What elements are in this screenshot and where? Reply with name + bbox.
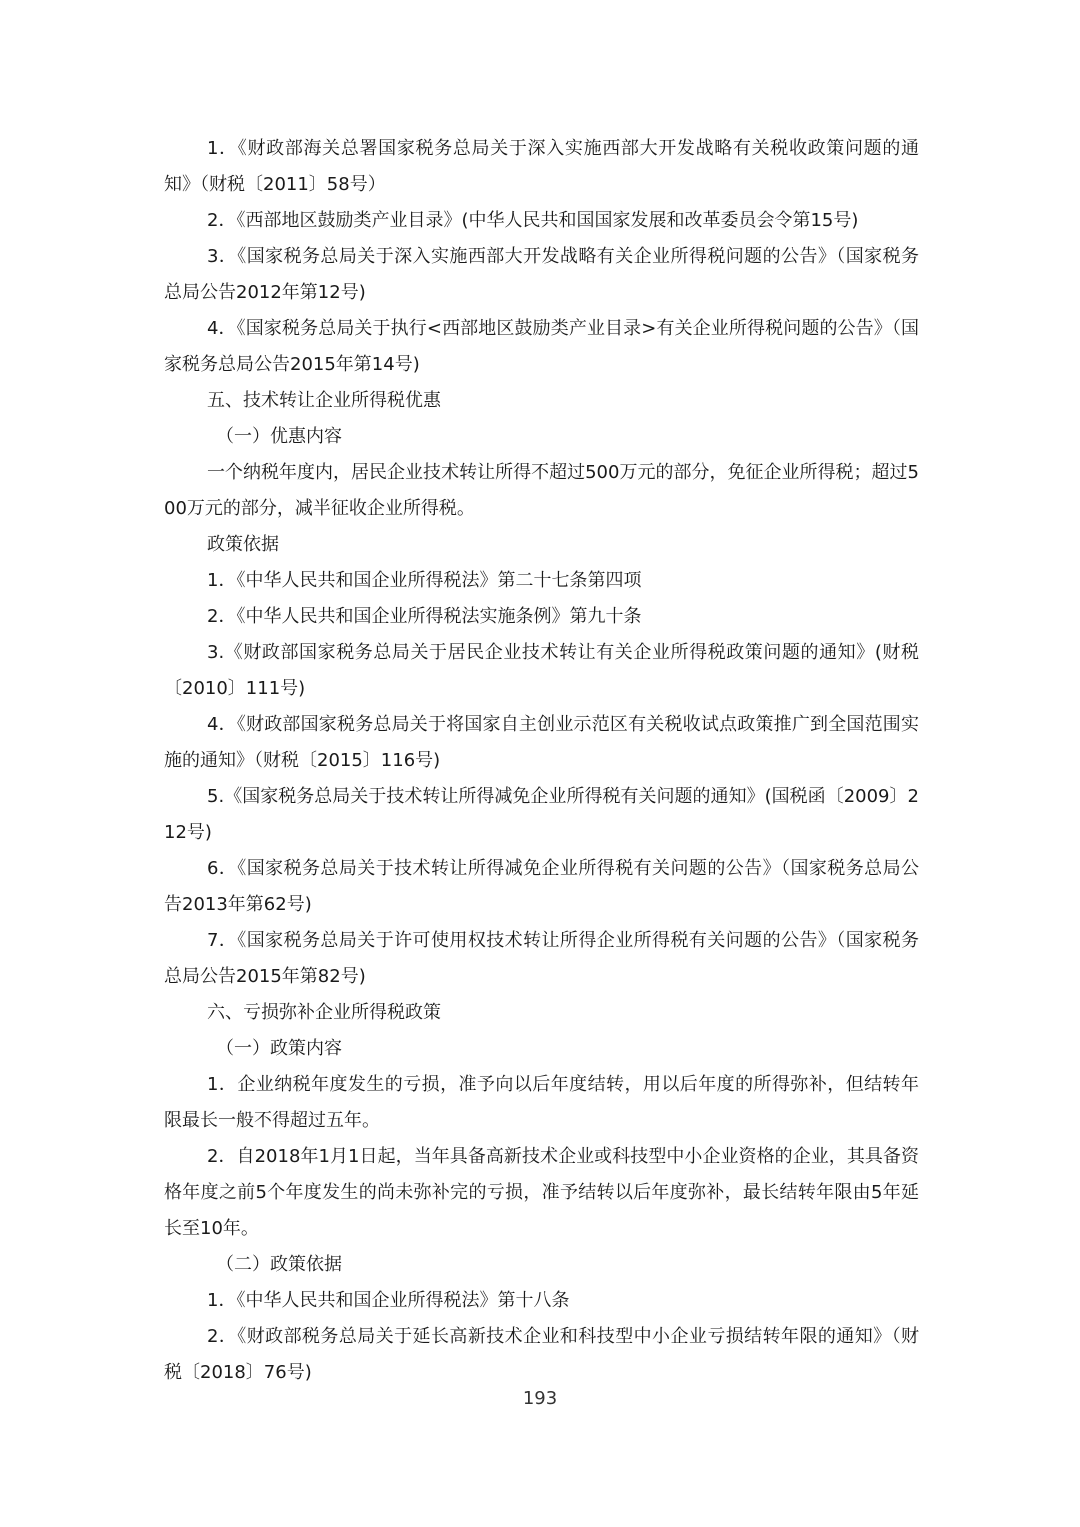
tech-transfer-basis-item-4: 4．《财政部国家税务总局关于将国家自主创业示范区有关税收试点政策推广到全国范围实施的通知》（财税〔2015〕116号): [164, 714, 919, 771]
loss-carryover-content-2: 2．自2018年1月1日起，当年具备高新技术企业或科技型中小企业资格的企业，其具备资格年度之前5个年度发生的尚未弥补完的亏损，准予结转以后年度弥补，最长结转年限由5年延长至10年。: [164, 1146, 919, 1239]
section-heading-loss-carryover: 六、亏损弥补企业所得税政策: [207, 1002, 441, 1023]
policy-basis-item-4: 4．《国家税务总局关于执行<西部地区鼓励类产业目录>有关企业所得税问题的公告》（国家税务总局公告2015年第14号): [164, 318, 919, 375]
loss-carryover-basis-item-2: 2．《财政部税务总局关于延长高新技术企业和科技型中小企业亏损结转年限的通知》（财税〔2018〕76号): [164, 1326, 919, 1383]
tech-transfer-basis-item-1: 1．《中华人民共和国企业所得税法》第二十七条第四项: [207, 570, 642, 591]
section-heading-tech-transfer: 五、技术转让企业所得税优惠: [207, 390, 441, 411]
tech-transfer-basis-item-5: 5.《国家税务总局关于技术转让所得减免企业所得税有关问题的通知》(国税函〔2009〕212号): [164, 786, 919, 843]
subheading-policy-content: （一）政策内容: [216, 1038, 342, 1059]
tech-transfer-basis-item-3: 3.《财政部国家税务总局关于居民企业技术转让有关企业所得税政策问题的通知》(财税〔2010〕111号): [164, 642, 919, 699]
policy-basis-item-1: 1．《财政部海关总署国家税务总局关于深入实施西部大开发战略有关税收政策问题的通知》（财税〔2011〕58号）: [164, 138, 919, 195]
policy-basis-item-3: 3．《国家税务总局关于深入实施西部大开发战略有关企业所得税问题的公告》（国家税务总局公告2012年第12号): [164, 246, 919, 303]
subheading-loss-policy-basis: （二）政策依据: [216, 1254, 342, 1275]
tech-transfer-basis-item-6: 6．《国家税务总局关于技术转让所得减免企业所得税有关问题的公告》（国家税务总局公告2013年第62号): [164, 858, 919, 915]
loss-carryover-basis-item-1: 1．《中华人民共和国企业所得税法》第十八条: [207, 1290, 570, 1311]
tech-transfer-content: 一个纳税年度内，居民企业技术转让所得不超过500万元的部分，免征企业所得税；超过500万元的部分，减半征收企业所得税。: [164, 462, 919, 519]
page-number: 193: [522, 1388, 558, 1409]
policy-basis-item-2: 2．《西部地区鼓励类产业目录》(中华人民共和国国家发展和改革委员会令第15号): [207, 210, 859, 231]
loss-carryover-content-1: 1．企业纳税年度发生的亏损，准予向以后年度结转，用以后年度的所得弥补，但结转年限最长一般不得超过五年。: [164, 1074, 919, 1131]
document-body: [164, 131, 919, 1391]
subheading-preferential-content: （一）优惠内容: [216, 426, 342, 447]
tech-transfer-basis-item-7: 7．《国家税务总局关于许可使用权技术转让所得企业所得税有关问题的公告》（国家税务总局公告2015年第82号): [164, 930, 919, 987]
subheading-policy-basis: 政策依据: [207, 534, 279, 555]
tech-transfer-basis-item-2: 2．《中华人民共和国企业所得税法实施条例》第九十条: [207, 606, 642, 627]
